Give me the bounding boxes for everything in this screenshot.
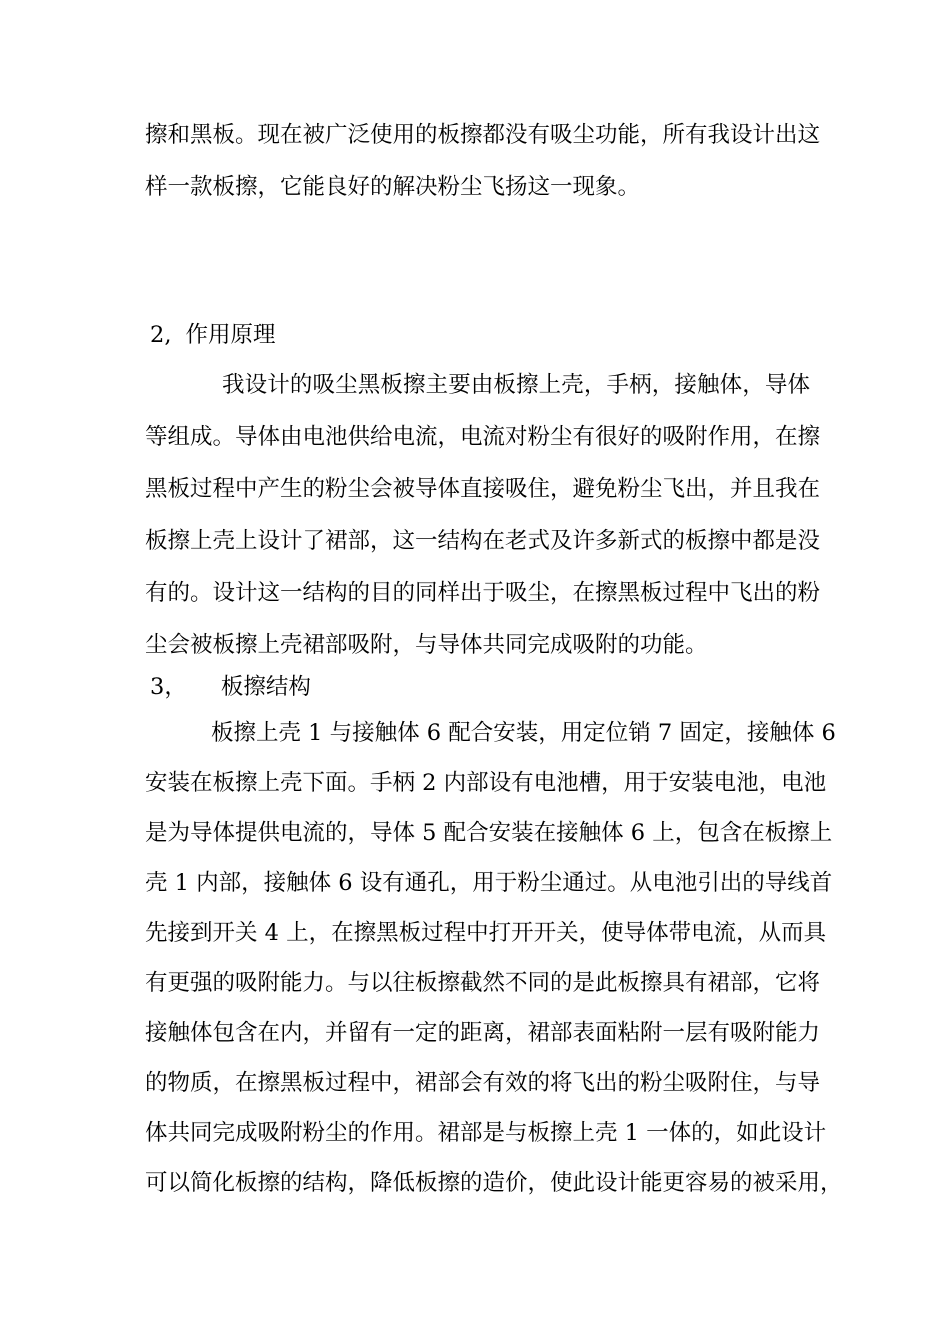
section-3-line-2: 安装在板擦上壳下面。手柄 2 内部设有电池槽，用于安装电池，电池 xyxy=(145,770,827,796)
section-3-line-8: 的物质，在擦黑板过程中，裙部会有效的将飞出的粉尘吸附住，与导 xyxy=(145,1070,821,1096)
section-3-line-9: 体共同完成吸附粉尘的作用。裙部是与板擦上壳 1 一体的，如此设计 xyxy=(145,1120,827,1146)
section-2-line-4: 板擦上壳上设计了裙部，这一结构在老式及许多新式的板擦中都是没 xyxy=(145,528,821,554)
section-3-line-3: 是为导体提供电流的，导体 5 配合安装在接触体 6 上，包含在板擦上 xyxy=(145,820,833,846)
section-2-line-6: 尘会被板擦上壳裙部吸附，与导体共同完成吸附的功能。 xyxy=(145,632,708,658)
intro-line-1: 擦和黑板。现在被广泛使用的板擦都没有吸尘功能，所有我设计出这 xyxy=(145,122,821,148)
section-3-line-1: 板擦上壳 1 与接触体 6 配合安装，用定位销 7 固定，接触体 6 xyxy=(211,720,836,746)
section-3-number: 3， xyxy=(150,674,187,700)
section-3-line-5: 先接到开关 4 上，在擦黑板过程中打开开关，使导体带电流，从而具 xyxy=(145,920,827,946)
section-2-number: 2, xyxy=(150,322,172,348)
section-3-heading xyxy=(150,672,311,702)
section-3-title: 板擦结构 xyxy=(220,674,311,700)
intro-line-2: 样一款板擦，它能良好的解决粉尘飞扬这一现象。 xyxy=(145,174,641,200)
section-2-line-1: 我设计的吸尘黑板擦主要由板擦上壳，手柄，接触体，导体 xyxy=(222,372,810,398)
section-2-line-2: 等组成。导体由电池供给电流，电流对粉尘有很好的吸附作用，在擦 xyxy=(145,424,821,450)
section-3-line-7: 接触体包含在内，并留有一定的距离，裙部表面粘附一层有吸附能力 xyxy=(145,1020,821,1046)
section-2-line-3: 黑板过程中产生的粉尘会被导体直接吸住，避免粉尘飞出，并且我在 xyxy=(145,476,821,502)
section-2-heading xyxy=(150,320,275,350)
section-2-line-5: 有的。设计这一结构的目的同样出于吸尘，在擦黑板过程中飞出的粉 xyxy=(145,580,821,606)
section-3-line-6: 有更强的吸附能力。与以往板擦截然不同的是此板擦具有裙部，它将 xyxy=(145,970,821,996)
section-3-line-10: 可以简化板擦的结构，降低板擦的造价，使此设计能更容易的被采用， xyxy=(145,1170,843,1196)
section-3-line-4: 壳 1 内部，接触体 6 设有通孔，用于粉尘通过。从电池引出的导线首 xyxy=(145,870,833,896)
section-2-title: 作用原理 xyxy=(185,322,276,348)
